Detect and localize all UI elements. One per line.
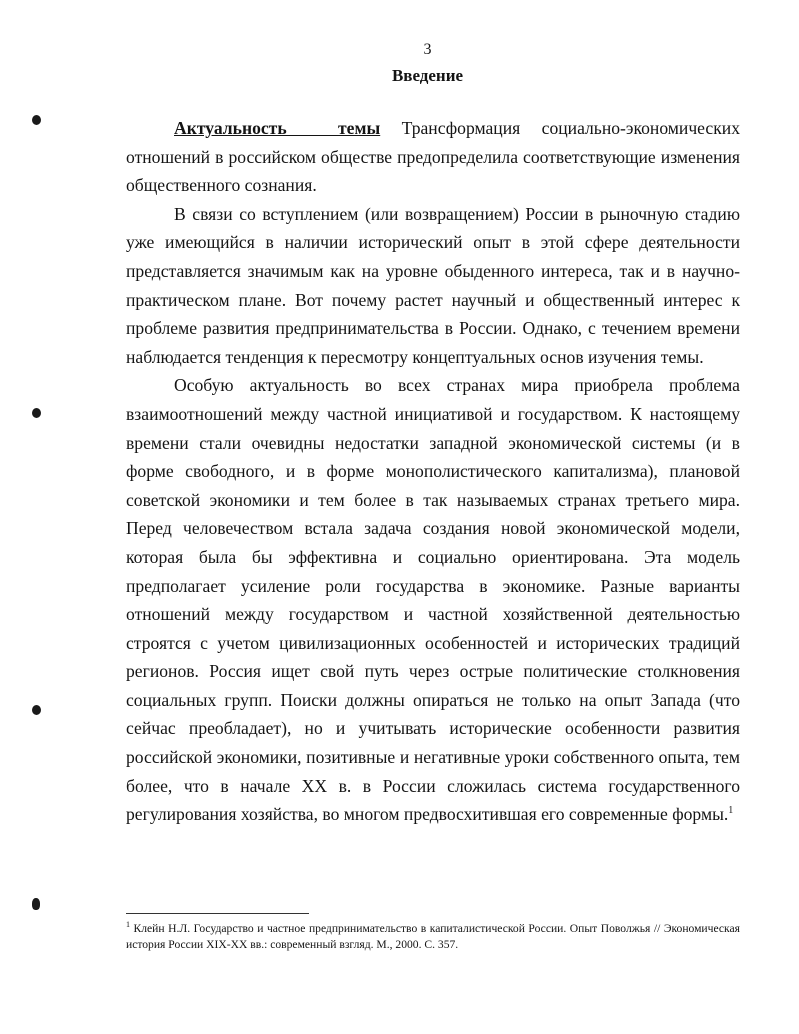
paragraph [126,371,740,829]
document-body [126,114,740,829]
paragraph-text: Особую актуальность во всех странах мира приобрела проблема взаимоотношений между частной инициативой и государством. К настоящему времени стали очевидны недостатки западной экономической системы (и в форме свободного, и в форме монополистического капитализма), плановой советской экономики и тем более в так называемых странах третьего мира. Перед человечеством встала задача создания новой экономической модели, которая была бы эффективна и социально ориентирована. Эта модель предполагает усиление роли государства в экономике. Разные варианты отношений между государством и частной хозяйственной деятельностью строятся с учетом цивилизационных особенностей и исторических традиций регионов. Россия ищет свой путь через острые политические столкновения социальных групп. Поиски должны опираться не только на опыт Запада (что сейчас преобладает), но и учитывать исторические особенности развития российской экономики, позитивные и негативные уроки собственного опыта, тем более, что в начале XX в. в России сложилась система государственного регулирования хозяйства, во многом предвосхитившая его современные формы. [126,375,740,825]
footnote-text: Клейн Н.Л. Государство и частное предпринимательство в капиталистической России. Опыт Поволжья // Экономическая история России XIX-XX вв.: современный взгляд. М., 2000. С. 357. [126,922,740,951]
section-lead-title: Актуальность темы [174,118,381,138]
paragraph-text: В связи со вступлением (или возвращением) России в рыночную стадию уже имеющийся в наличии исторический опыт в этой сфере деятельности представляется значимым как на уровне обыденного интереса, так и в научно-практическом плане. Вот почему растет научный и общественный интерес к проблеме развития предпринимательства в России. Однако, с течением времени наблюдается тенденция к пересмотру концептуальных основ изучения темы. [126,203,740,367]
punch-hole-mark [32,115,41,125]
paragraph [126,114,740,200]
paragraph-text: Трансформация социально-экономических отношений в российском обществе предопределила соответствующие изменения общественного сознания. [126,118,740,196]
punch-hole-mark [32,705,41,715]
paragraph [126,200,740,372]
punch-hole-mark [32,898,40,910]
page-title: Введение [391,66,464,85]
punch-hole-mark [32,408,41,418]
footnote-reference: 1 [728,805,734,817]
footnote-separator [126,913,309,914]
page-number: 3 [423,41,432,58]
footnote-marker: 1 [126,920,130,930]
footnote [126,921,740,953]
